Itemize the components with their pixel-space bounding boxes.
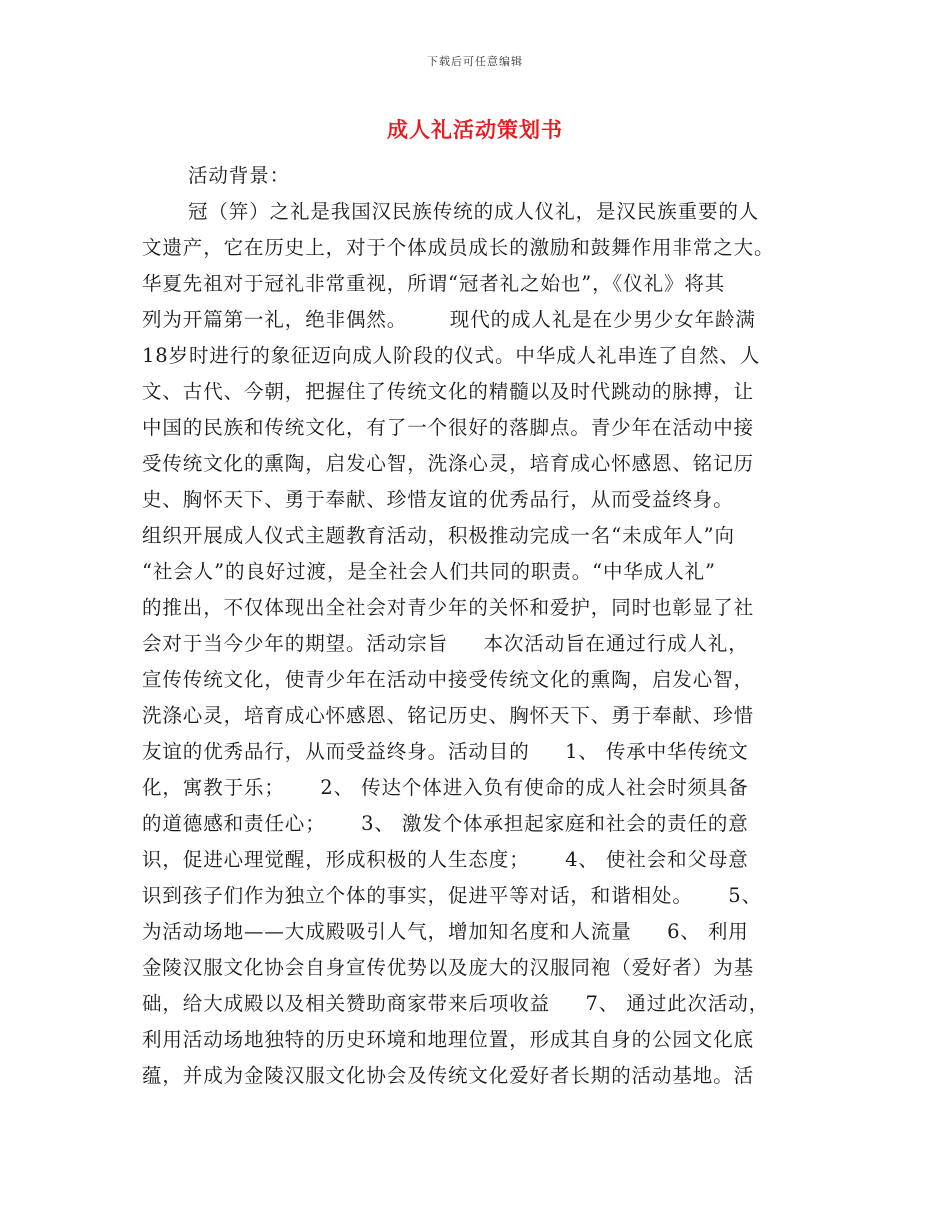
body-line: 冠（笄）之礼是我国汉民族传统的成人仪礼，是汉民族重要的人 — [188, 200, 760, 223]
body-line: 会对于当今少年的期望。活动宗旨 本次活动旨在通过行成人礼， — [142, 632, 749, 655]
body-line: 的道德感和责任心； 3、 激发个体承担起家庭和社会的责任的意 — [142, 812, 749, 835]
body-line: 中国的民族和传统文化，有了一个很好的落脚点。青少年在活动中接 — [142, 416, 755, 439]
body-line: 洗涤心灵，培育成心怀感恩、铭记历史、胸怀天下、勇于奉献、珍惜 — [142, 704, 755, 727]
body-line: 宣传传统文化，使青少年在活动中接受传统文化的熏陶，启发心智， — [142, 668, 755, 691]
body-line: 活动背景： — [188, 164, 291, 187]
body-line: 华夏先祖对于冠礼非常重视，所谓“冠者礼之始也”，《仪礼》将其 — [142, 272, 726, 295]
body-line: “社会人”的良好过渡，是全社会人们共同的职责。“中华成人礼” — [142, 560, 716, 583]
body-line: 础，给大成殿以及相关赞助商家带来后项收益 7、 通过此次活动， — [142, 992, 770, 1015]
body-line: 化，寓教于乐； 2、 传达个体进入负有使命的成人社会时须具备 — [142, 776, 749, 799]
body-line: 为活动场地——大成殿吸引人气，增加知名度和人流量 6、 利用 — [142, 920, 749, 943]
body-line: 的推出，不仅体现出全社会对青少年的关怀和爱护，同时也彰显了社 — [142, 596, 755, 619]
body-line: 文、古代、今朝，把握住了传统文化的精髓以及时代跳动的脉搏，让 — [142, 380, 755, 403]
document-title: 成人礼活动策划书 — [387, 117, 563, 142]
body-line: 受传统文化的熏陶，启发心智，洗涤心灵，培育成心怀感恩、铭记历 — [142, 452, 755, 475]
body-line: 列为开篇第一礼，绝非偶然。 现代的成人礼是在少男少女年龄满 — [142, 308, 756, 331]
body-line: 18岁时进行的象征迈向成人阶段的仪式。中华成人礼串连了自然、人 — [142, 344, 761, 367]
body-line: 蕴，并成为金陵汉服文化协会及传统文化爱好者长期的活动基地。活 — [142, 1064, 755, 1087]
body-line: 识，促进心理觉醒，形成积极的人生态度； 4、 使社会和父母意 — [142, 848, 749, 871]
body-line: 史、胸怀天下、勇于奉献、珍惜友谊的优秀品行，从而受益终身。 — [142, 488, 734, 511]
page-header: 下载后可任意编辑 — [427, 55, 523, 68]
body-line: 文遗产，它在历史上，对于个体成员成长的激励和鼓舞作用非常之大。 — [142, 236, 775, 259]
body-line: 组织开展成人仪式主题教育活动，积极推动完成一名“未成年人”向 — [142, 524, 735, 547]
body-line: 金陵汉服文化协会自身宣传优势以及庞大的汉服同袍（爱好者）为基 — [142, 956, 755, 979]
body-line: 识到孩子们作为独立个体的事实，促进平等对话，和谐相处。 5、 — [142, 884, 762, 907]
body-line: 利用活动场地独特的历史环境和地理位置，形成其自身的公园文化底 — [142, 1028, 755, 1051]
body-line: 友谊的优秀品行，从而受益终身。活动目的 1、 传承中华传统文 — [142, 740, 749, 763]
